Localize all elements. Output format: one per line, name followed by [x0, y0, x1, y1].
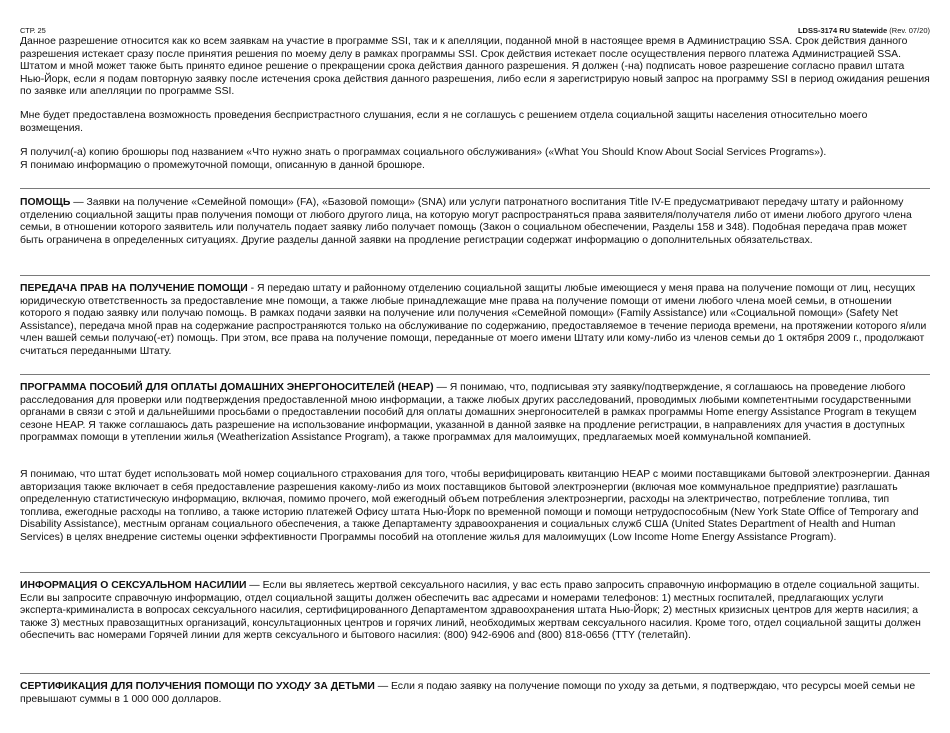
- section-assignment-of-rights: [20, 283, 930, 359]
- statewide-label: Statewide: [852, 26, 888, 35]
- brochure-line-2: Я понимаю информацию о промежуточной помощи, описанную в данной брошюре.: [20, 159, 425, 171]
- section-divider: [20, 188, 930, 189]
- intro-paragraph-brochure: [20, 147, 930, 172]
- section-text: — Если я подаю заявку на получение помощи по уходу за детьми, я подтверждаю, что ресурсы моей семьи не превышают суммы в 1 000 000 долларов.: [20, 681, 916, 705]
- section-heap: [20, 382, 930, 445]
- section-title: ПРОГРАММА ПОСОБИЙ ДЛЯ ОПЛАТЫ ДОМАШНИХ ЭНЕРГОНОСИТЕЛЕЙ (HEAP): [20, 382, 434, 393]
- section-text: — Если вы являетесь жертвой сексуального насилия, у вас есть право запросить справочную информацию в отделе социальной защиты. Если вы запросите справочную информацию, отдел социальной защиты должен обеспечить вас адресами и номерами телефонов: 1) местных госпиталей, предлагающих услуги эксперта-криминалиста в вопросах сексуального насилия, сертифицированного Департаментом здравоохранения штата Нью-Йорк; 2) местных кризисных центров для жертв насилия; а также 3) местных правозащитных организаций, консультационных центров и горячих линий, необходимых жертвам сексуального насилия. Кроме того, отдел социальной защиты должен обеспечить вас номерами Горячей линии для жертв сексуального и бытового насилия: (800) 942-6906 and (800) 818-0656 (TTY (телетайп).: [20, 580, 921, 642]
- section-divider: [20, 275, 930, 276]
- section-text: — Заявки на получение «Семейной помощи» (FA), «Базовой помощи» (SNA) или услуги патронатного воспитания Title IV-E предусматривают передачу штату и районному отделению социальной защиты прав получения помощи от любого другого лица, на которую могут распространяться права заявителя/получателя либо от имени любого другого члена семьи, в отношении которого заявитель или получатель подает заявку либо получает помощь (Закон о социальном обеспечении, Разделы 158 и 348). Подобная передача прав может быть ограничена в определенных ситуациях. Другие разделы данной заявки на продление регистрации содержат информацию о дополнительных обязательствах.: [20, 197, 912, 246]
- section-child-care: [20, 681, 930, 706]
- form-code: [798, 26, 930, 35]
- section-text: — Я понимаю, что, подписывая эту заявку/подтверждение, я соглашаюсь на проведение любого расследования для проверки или подтверждения предоставленной мною информации, а также любых других расследований, проводимых любыми компетентными государственными органами в связи с этой и дальнейшими просьбами о предоставлении пособий для оплаты домашних энергоносителей в рамках программы Home energy Assistance Program в текущем сезоне HEAP. Я также соглашаюсь дать разрешение на использование информации, указанной в данной заявке на продление регистрации, в направлениях для участия в доступных программах помощи в утеплении жилья (Weatherization Assistance Program), а также программах для малоимущих, предлагаемых моей коммунальной компанией.: [20, 382, 917, 444]
- section-heap-paragraph-2: Я понимаю, что штат будет использовать мой номер социального страхования для того, чтобы верифицировать квитанцию HEAP с моими поставщиками бытовой электроэнергии. Данная авторизация также включает в себя предоставление разрешения какому-либо из моих поставщиков бытовой электроэнергии (включая мое коммунальное предприятие) разглашать определенную статистическую информацию, включая, помимо прочего, мой ежегодный объем потребления электроэнергии, расходы на электричество, потребление топлива, тип топлива, ежегодные расходы на топливо, а также историю платежей Офису штата Нью-Йорк по временной помощи и помощи нетрудоспособным (New York State Office of Temporary and Disability Assistance), местным органам социального обеспечения, а также Департаменту здравоохранения и социальных служб США (United States Department of Health and Human Services) в целях внедрение системы оценки эффективности Программы пособий на отопление жилья для малоимущих (Low Income Home Energy Assistance Program).: [20, 469, 930, 543]
- section-sexual-violence: [20, 580, 930, 643]
- page-number: СТР. 25: [20, 26, 46, 35]
- form-number: LDSS-3174 RU: [797, 26, 851, 35]
- section-divider: [20, 374, 930, 375]
- intro-paragraph-ssi: Данное разрешение относится как ко всем заявкам на участие в программе SSI, так и к апелляции, поданной мной в настоящее время в Администрацию SSA. Срок действия данного разрешения истекает сразу после принятия решения по моему делу в рамках программы SSI. Срок действия истекает после осуществления первого платежа Администрацией SSA. Штатом и мной может также быть принято единое решение о прекращении срока действия данного разрешения. Я должен (-на) подписать новое разрешение согласно правил штата Нью-Йорк, если я подам повторную заявку после истечения срока действия данного разрешения, либо если я зарегистрирую новый запрос на программу SSI в период ожидания решения по заявке или апелляции по программе SSI.: [20, 36, 930, 98]
- section-title: ПЕРЕДАЧА ПРАВ НА ПОЛУЧЕНИЕ ПОМОЩИ: [20, 283, 248, 294]
- section-title: ПОМОЩЬ: [20, 197, 71, 208]
- intro-paragraph-hearing: Мне будет предоставлена возможность проведения беспристрастного слушания, если я не соглашусь с решением отдела социальной защиты населения относительно моего возмещения.: [20, 110, 868, 134]
- section-title: СЕРТИФИКАЦИЯ ДЛЯ ПОЛУЧЕНИЯ ПОМОЩИ ПО УХОДУ ЗА ДЕТЬМИ: [20, 681, 375, 692]
- section-help: [20, 197, 930, 247]
- section-divider: [20, 673, 930, 674]
- section-text: - Я передаю штату и районному отделению социальной защиты любые имеющиеся у меня права на получение помощи от лиц, несущих юридическую ответственность за предоставление мне помощи, а также любые принадлежащие мне права на получение помощи от имени любого члена моей семьи, в отношении которого я подаю заявку или получаю помощь. В рамках подачи заявки на получение или получения «Семейной помощи» (Family Assistance) или «Социальной помощи» (Safety Net Assistance), передача мной прав на содержание распространяются только на обслуживание по содержанию, предоставляемое в течение периода времени, на протяжении которого я/или член вашей семьи получаю(-ет) помощь. При этом, все права на получение помощи, переданные от моего имени Штату или кому-либо из членов семьи до 1 октября 2009 г., продолжают считаться переданными Штату.: [20, 283, 927, 357]
- brochure-line-1: Я получил(-а) копию брошюры под названием «Что нужно знать о программах социального обслуживания» («What You Should Know About Social Services Programs»).: [20, 147, 827, 158]
- section-title: ИНФОРМАЦИЯ О СЕКСУАЛЬНОМ НАСИЛИИ: [20, 580, 247, 591]
- revision-label: (Rev. 07/20): [889, 26, 930, 35]
- section-divider: [20, 572, 930, 573]
